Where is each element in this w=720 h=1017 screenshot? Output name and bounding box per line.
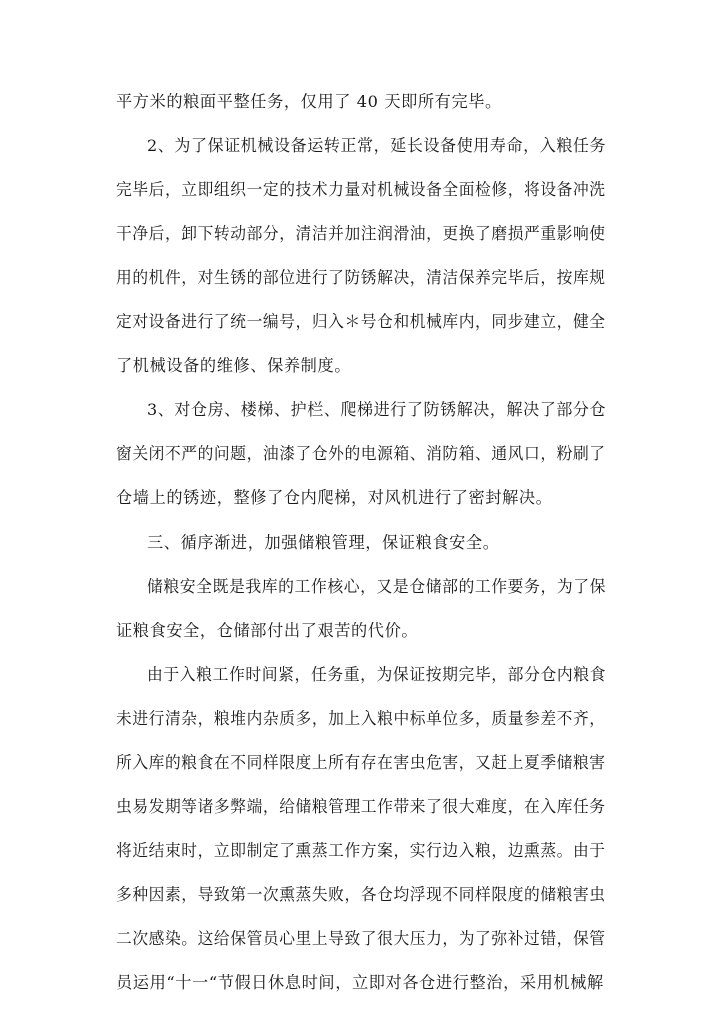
text-line: 窗关闭不严的问题，油漆了仓外的电源箱、消防箱、通风口，粉刷了 <box>116 444 606 463</box>
text-line: 储粮安全既是我库的工作核心，又是仓储部的工作要务，为了保 <box>147 577 607 596</box>
text-line: 二次感染。这给保管员心里上导致了很大压力，为了弥补过错，保管 <box>116 929 606 948</box>
text-line: 员运用“十一“节假日休息时间，立即对各仓进行整治，采用机械解 <box>116 973 604 992</box>
text-line: 仓墙上的锈迹，整修了仓内爬梯，对风机进行了密封解决。 <box>116 488 553 507</box>
section-heading: 三、循序渐进，加强储粮管理，保证粮食安全。 <box>147 533 500 552</box>
text-line: 由于入粮工作时间紧，任务重，为保证按期完毕，部分仓内粮食 <box>147 665 607 684</box>
text-line: 平方米的粮面平整任务，仅用了 40 天即所有完毕。 <box>116 92 502 111</box>
text-line: 将近结束时，立即制定了熏蒸工作方案，实行边入粮，边熏蒸。由于 <box>116 841 606 860</box>
text-line: 了机械设备的维修、保养制度。 <box>116 356 352 375</box>
text-line: 3、对仓房、楼梯、护栏、爬梯进行了防锈解决，解决了部分仓 <box>147 400 607 419</box>
text-line: 定对设备进行了统一编号，归入＊号仓和机械库内，同步建立，健全 <box>116 312 606 331</box>
text-line: 未进行清杂，粮堆内杂质多，加上入粮中标单位多，质量参差不齐， <box>116 709 606 728</box>
text-line: 2、为了保证机械设备运转正常，延长设备使用寿命，入粮任务 <box>147 136 607 155</box>
text-line: 用的机件，对生锈的部位进行了防锈解决，清洁保养完毕后，按库规 <box>116 268 606 287</box>
text-line: 所入库的粮食在不同样限度上所有存在害虫危害，又赶上夏季储粮害 <box>116 753 606 772</box>
text-line: 完毕后，立即组织一定的技术力量对机械设备全面检修，将设备冲洗 <box>116 180 606 199</box>
text-line: 证粮食安全，仓储部付出了艰苦的代价。 <box>116 621 419 640</box>
text-line: 干净后，卸下转动部分，清洁并加注润滑油，更换了磨损严重影响使 <box>116 224 606 243</box>
text-line: 虫易发期等诸多弊端，给储粮管理工作带来了很大难度，在入库任务 <box>116 797 606 816</box>
text-line: 多种因素，导致第一次熏蒸失败，各仓均浮现不同样限度的储粮害虫 <box>116 885 606 904</box>
